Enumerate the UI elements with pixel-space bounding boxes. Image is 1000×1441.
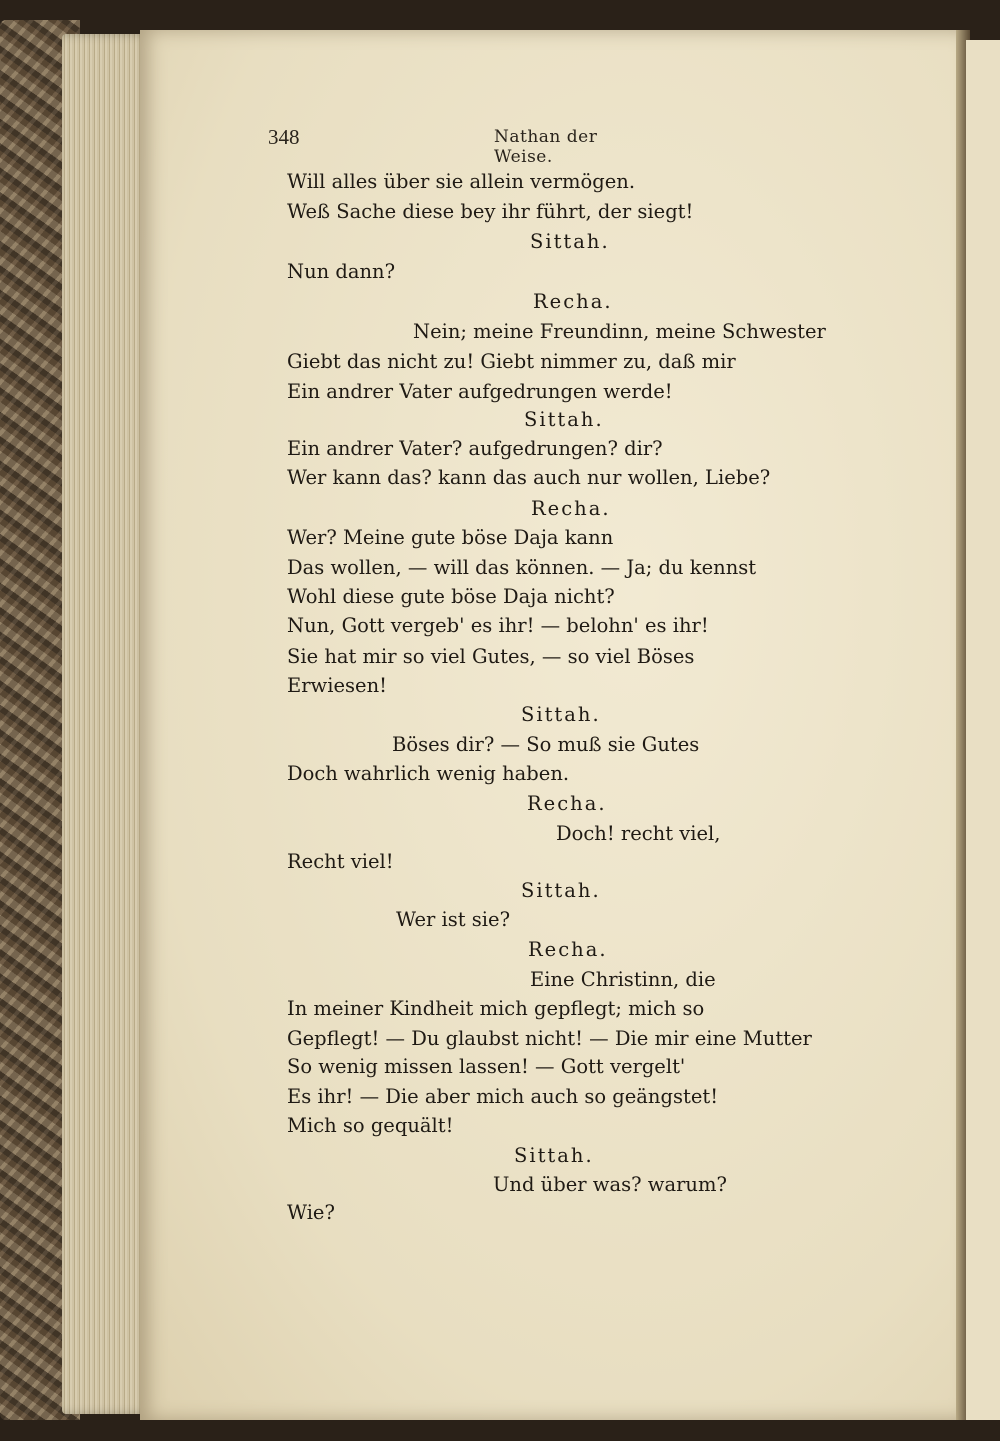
- speaker-name: Recha.: [528, 938, 608, 961]
- verse-line: Will alles über sie allein vermögen.: [287, 170, 636, 193]
- verse-line: Wohl diese gute böse Daja nicht?: [287, 585, 615, 608]
- verse-line: Eine Christinn, die: [530, 968, 716, 991]
- verse-line: Böses dir? — So muß sie Gutes: [392, 733, 700, 756]
- verse-line: Wie?: [287, 1201, 335, 1224]
- speaker-name: Recha.: [527, 792, 607, 815]
- verse-line: So wenig missen lassen! — Gott vergelt': [287, 1055, 686, 1078]
- verse-line: Nun, Gott vergeb' es ihr! — belohn' es ihr!: [287, 614, 709, 637]
- facing-page-edge: [966, 40, 1000, 1420]
- speaker-name: Sittah.: [530, 230, 610, 253]
- speaker-name: Recha.: [531, 497, 611, 520]
- verse-line: Es ihr! — Die aber mich auch so geängstet!: [287, 1085, 719, 1108]
- verse-line: Giebt das nicht zu! Giebt nimmer zu, daß mir: [287, 350, 736, 373]
- verse-line: Wer ist sie?: [396, 908, 511, 931]
- verse-line: Und über was? warum?: [493, 1173, 727, 1196]
- verse-line: Das wollen, — will das können. — Ja; du kennst: [287, 556, 757, 579]
- verse-line: Ein andrer Vater aufgedrungen werde!: [287, 380, 673, 403]
- page-number: 348: [268, 125, 300, 149]
- verse-line: Ein andrer Vater? aufgedrungen? dir?: [287, 437, 663, 460]
- verse-line: Sie hat mir so viel Gutes, — so viel Böses: [287, 645, 695, 668]
- verse-line: In meiner Kindheit mich gepflegt; mich so: [287, 997, 705, 1020]
- verse-line: Wer? Meine gute böse Daja kann: [287, 526, 614, 549]
- verse-line: Mich so gequält!: [287, 1114, 454, 1137]
- verse-line: Nun dann?: [287, 260, 396, 283]
- running-title: Nathan der Weise.: [494, 127, 598, 167]
- page-edges: [62, 34, 152, 1414]
- verse-line: Wer kann das? kann das auch nur wollen, Liebe?: [287, 466, 771, 489]
- verse-line: Nein; meine Freundinn, meine Schwester: [413, 320, 826, 343]
- speaker-name: Sittah.: [524, 408, 604, 431]
- verse-line: Gepflegt! — Du glaubst nicht! — Die mir eine Mutter: [287, 1027, 812, 1050]
- verse-line: Doch! recht viel,: [556, 822, 721, 845]
- speaker-name: Sittah.: [514, 1144, 594, 1167]
- verse-line: Recht viel!: [287, 850, 394, 873]
- verse-line: Doch wahrlich wenig haben.: [287, 762, 570, 785]
- speaker-name: Sittah.: [521, 879, 601, 902]
- verse-line: Weß Sache diese bey ihr führt, der siegt!: [287, 200, 694, 223]
- speaker-name: Recha.: [533, 290, 613, 313]
- speaker-name: Sittah.: [521, 703, 601, 726]
- verse-line: Erwiesen!: [287, 674, 387, 697]
